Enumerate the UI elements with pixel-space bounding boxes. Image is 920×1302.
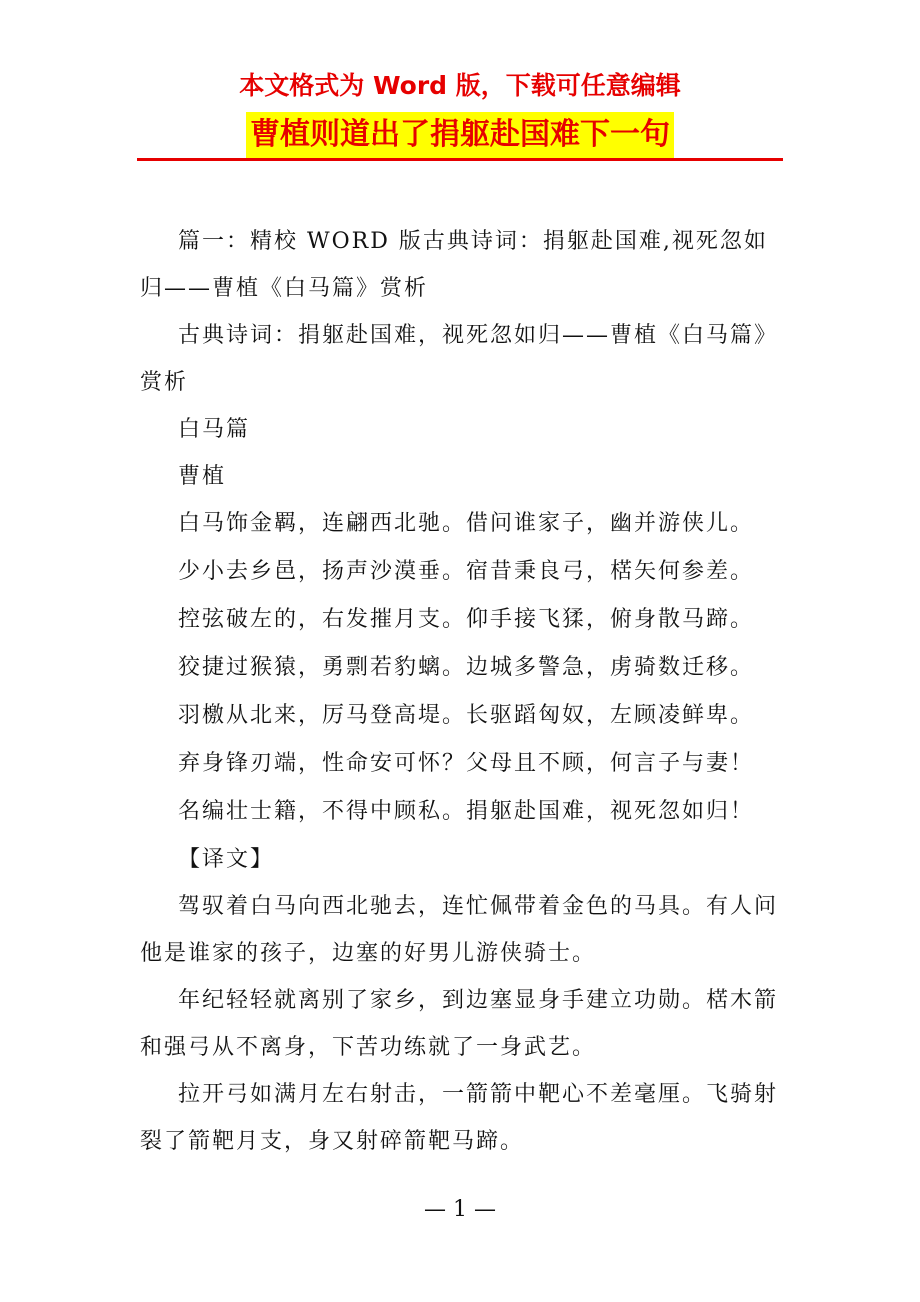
document-title: 曹植则道出了捐躯赴国难下一句 — [246, 112, 674, 158]
translation-paragraph: 驾驭着白马向西北驰去，连忙佩带着金色的马具。有人问他是谁家的孩子，边塞的好男儿游侠骑士。 — [140, 894, 779, 966]
translation-heading: 【译文】 — [178, 847, 275, 872]
translation-paragraph: 年纪轻轻就离别了家乡，到边塞显身手建立功勋。楛木箭和强弓从不离身，下苦功练就了一身武艺。 — [140, 988, 779, 1060]
poem-author: 曹植 — [178, 464, 227, 489]
format-notice: 本文格式为 Word 版，下载可任意编辑 — [239, 71, 681, 100]
title-container — [0, 112, 920, 158]
paragraph-subtitle: 古典诗词：捐躯赴国难，视死忽如归——曹植《白马篇》赏析 — [140, 323, 779, 395]
paragraph-intro-heading: 篇一：精校 WORD 版古典诗词：捐躯赴国难,视死忽如归——曹植《白马篇》赏析 — [140, 229, 768, 301]
page-number: — 1 — — [424, 1197, 496, 1222]
poem-line: 名编壮士籍，不得中顾私。捐躯赴国难，视死忽如归！ — [178, 799, 755, 824]
poem-line: 弃身锋刃端，性命安可怀？父母且不顾，何言子与妻！ — [178, 751, 755, 776]
title-divider — [137, 158, 783, 161]
translation-paragraph: 拉开弓如满月左右射击，一箭箭中靶心不差毫厘。飞骑射裂了箭靶月支，身又射碎箭靶马蹄。 — [140, 1082, 779, 1154]
document-body — [140, 218, 790, 1165]
poem-line: 狡捷过猴猿，勇剽若豹螭。边城多警急，虏骑数迁移。 — [178, 655, 755, 680]
poem-line: 少小去乡邑，扬声沙漠垂。宿昔秉良弓，楛矢何参差。 — [178, 559, 755, 584]
poem-title: 白马篇 — [178, 417, 251, 442]
poem-line: 羽檄从北来，厉马登高堤。长驱蹈匈奴，左顾凌鲜卑。 — [178, 703, 755, 728]
poem-line: 控弦破左的，右发摧月支。仰手接飞猱，俯身散马蹄。 — [178, 607, 755, 632]
poem-line: 白马饰金羁，连翩西北驰。借问谁家子，幽并游侠儿。 — [178, 511, 755, 536]
